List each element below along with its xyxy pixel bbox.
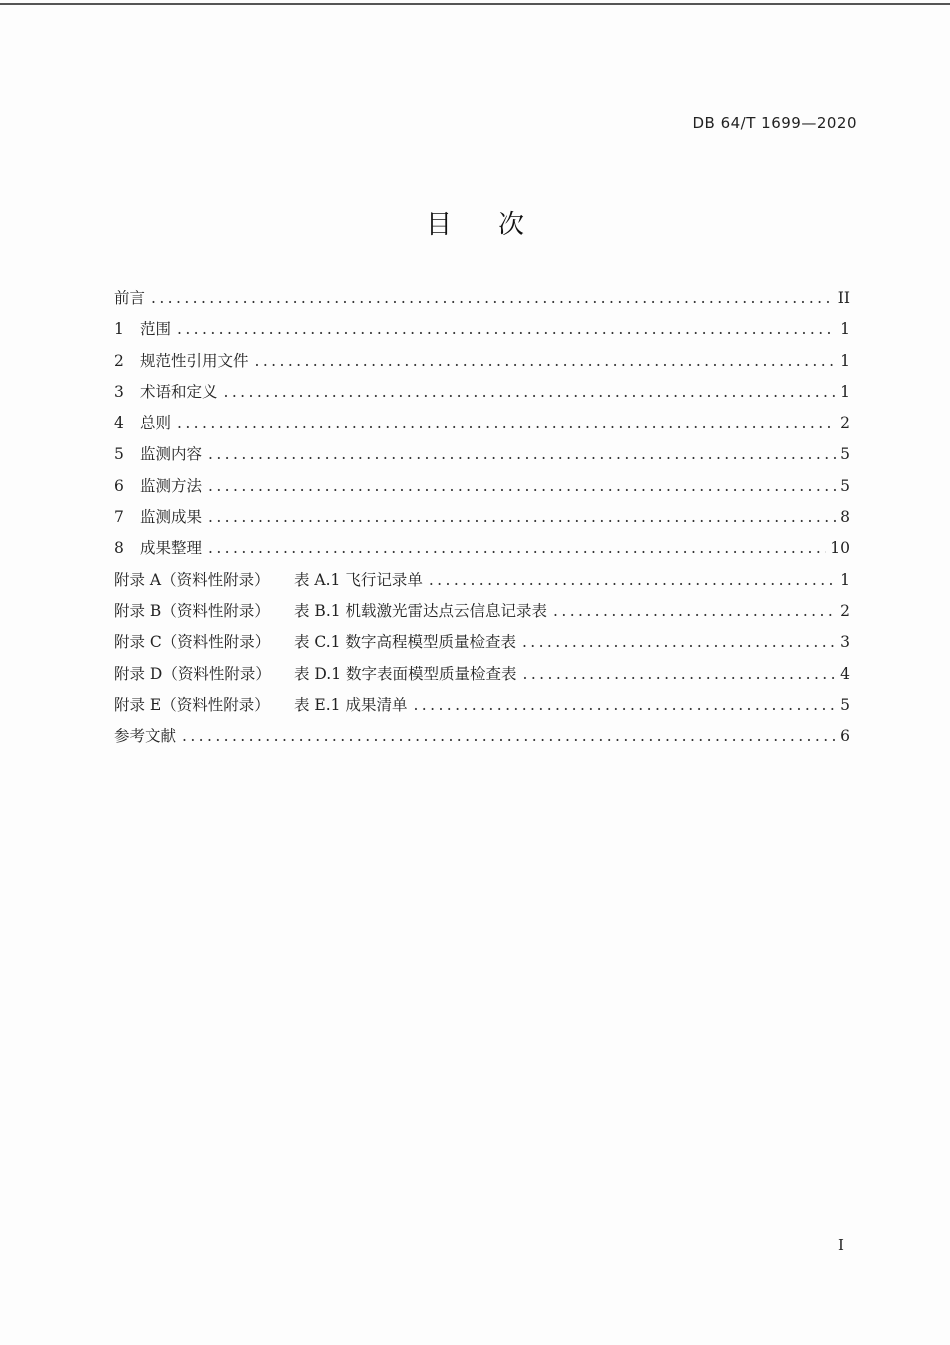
toc-entry-label: 监测内容: [140, 445, 203, 464]
toc-entry-number: 1: [114, 320, 124, 339]
dot-leader: [429, 568, 836, 592]
toc-entry-page: 1: [840, 320, 850, 339]
toc-entry-monitoring-method[interactable]: [114, 474, 850, 505]
dot-leader: [522, 630, 836, 654]
toc-entry-label: 表 B.1 机载激光雷达点云信息记录表: [294, 601, 548, 620]
toc-entry-page: 2: [840, 601, 850, 620]
dot-leader: [208, 536, 826, 560]
toc-entry-label: 参考文献: [114, 727, 177, 746]
dot-leader: [208, 505, 836, 529]
page-number: I: [838, 1236, 844, 1254]
toc-entry-appendix: 附录 D（资料性附录）: [114, 664, 271, 683]
toc-entry-appendix-c[interactable]: [114, 630, 850, 661]
toc-entry-label: 监测方法: [140, 476, 203, 495]
document-code: DB 64/T 1699—2020: [692, 114, 857, 132]
toc-entry-label: 表 C.1 数字高程模型质量检查表: [294, 633, 516, 652]
dot-leader: [177, 317, 836, 341]
table-of-contents: [114, 286, 850, 755]
toc-entry-number: 2: [114, 351, 124, 370]
dot-leader: [224, 380, 836, 404]
dot-leader: [151, 286, 834, 310]
toc-entry-page: 4: [840, 664, 850, 683]
top-border-rule: [0, 3, 950, 5]
toc-entry-page: 1: [840, 351, 850, 370]
dot-leader: [208, 474, 836, 498]
toc-entry-page: 6: [840, 727, 850, 746]
dot-leader: [182, 724, 836, 748]
toc-entry-general[interactable]: [114, 411, 850, 442]
toc-entry-appendix: 附录 B（资料性附录）: [114, 601, 270, 620]
toc-entry-page: 5: [840, 695, 850, 714]
dot-leader: [553, 599, 836, 623]
toc-entry-page: 3: [840, 633, 850, 652]
toc-entry-page: 2: [840, 414, 850, 433]
toc-entry-page: 5: [840, 476, 850, 495]
toc-entry-page: 1: [840, 570, 850, 589]
toc-entry-label: 规范性引用文件: [140, 351, 249, 370]
dot-leader: [255, 349, 836, 373]
dot-leader: [208, 442, 836, 466]
dot-leader: [413, 693, 836, 717]
toc-entry-appendix: 附录 A（资料性附录）: [114, 570, 270, 589]
toc-entry-page: 5: [840, 445, 850, 464]
toc-entry-label: 表 A.1 飞行记录单: [294, 570, 423, 589]
toc-entry-monitoring-content[interactable]: [114, 442, 850, 473]
toc-entry-label: 范围: [140, 320, 172, 339]
toc-entry-page: 8: [840, 508, 850, 527]
toc-entry-label: 表 D.1 数字表面模型质量检查表: [294, 664, 517, 683]
toc-entry-label: 术语和定义: [140, 382, 218, 401]
toc-entry-number: 3: [114, 382, 124, 401]
toc-entry-terms[interactable]: [114, 380, 850, 411]
toc-entry-appendix-a[interactable]: [114, 568, 850, 599]
toc-entry-page: 1: [840, 382, 850, 401]
toc-entry-appendix: 附录 E（资料性附录）: [114, 695, 270, 714]
dot-leader: [523, 662, 836, 686]
toc-entry-page: II: [837, 289, 850, 307]
toc-entry-number: 4: [114, 414, 124, 433]
toc-entry-number: 8: [114, 539, 124, 558]
toc-entry-label: 表 E.1 成果清单: [294, 695, 408, 714]
toc-entry-page: 10: [830, 539, 850, 558]
toc-entry-label: 成果整理: [140, 539, 203, 558]
toc-entry-appendix-d[interactable]: [114, 662, 850, 693]
toc-entry-label: 监测成果: [140, 508, 203, 527]
toc-entry-number: 6: [114, 476, 124, 495]
toc-entry-references[interactable]: [114, 724, 850, 755]
toc-entry-appendix-b[interactable]: [114, 599, 850, 630]
toc-entry-scope[interactable]: [114, 317, 850, 348]
toc-entry-foreword[interactable]: [114, 286, 850, 317]
toc-entry-appendix-e[interactable]: [114, 693, 850, 724]
toc-entry-appendix: 附录 C（资料性附录）: [114, 633, 271, 652]
dot-leader: [177, 411, 836, 435]
toc-entry-number: 7: [114, 508, 124, 527]
toc-entry-normative-references[interactable]: [114, 349, 850, 380]
toc-entry-monitoring-results[interactable]: [114, 505, 850, 536]
toc-entry-number: 5: [114, 445, 124, 464]
page-title: 目次: [425, 210, 570, 240]
toc-entry-label: 总则: [140, 414, 172, 433]
toc-entry-results-organization[interactable]: [114, 536, 850, 567]
toc-entry-label: 前言: [114, 289, 146, 307]
